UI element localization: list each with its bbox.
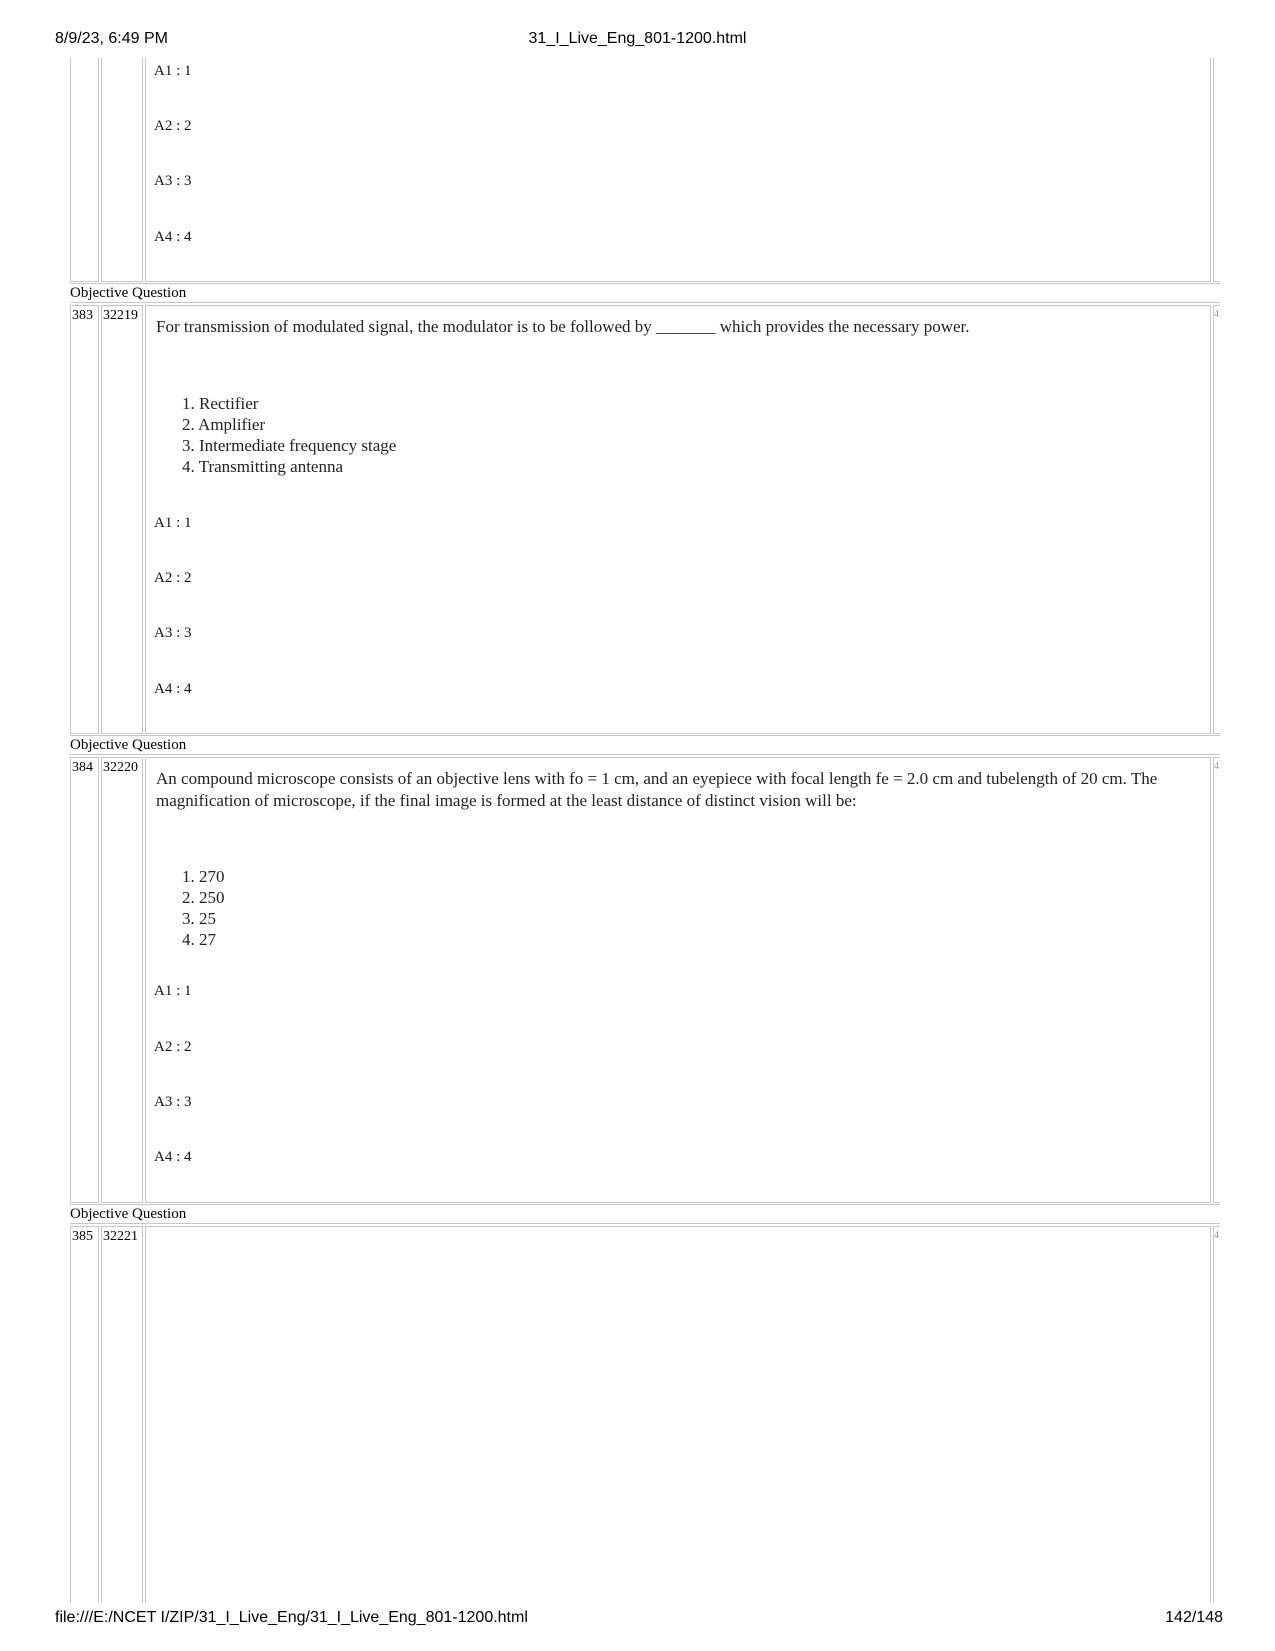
marks-cell: 4 [1213, 1226, 1220, 1603]
choice-item: 3. Intermediate frequency stage [182, 436, 397, 455]
print-header [0, 30, 1275, 52]
section-label: Objective Question [70, 735, 1220, 755]
print-title: 31_I_Live_Eng_801-1200.html [528, 30, 747, 47]
answer-option: A4 : 4 [154, 1149, 192, 1165]
answer-option: A1 : 1 [154, 515, 192, 531]
question-id: 32219 [101, 305, 143, 734]
choice-list [182, 866, 225, 950]
choice-item: 3. 25 [182, 909, 216, 928]
choice-item: 2. 250 [182, 888, 225, 907]
marks-cell [1213, 58, 1220, 282]
marks-cell: 4 [1213, 757, 1220, 1203]
question-content-cell [145, 305, 1211, 734]
question-block [70, 757, 1220, 1203]
question-number: 383 [70, 305, 99, 734]
answer-option: A4 : 4 [154, 681, 192, 697]
marks-cell: 4 [1213, 305, 1220, 734]
answer-option: A3 : 3 [154, 625, 192, 641]
question-block [70, 1226, 1220, 1603]
answer-option: A1 : 1 [154, 63, 192, 79]
question-number: 385 [70, 1226, 99, 1603]
choice-item: 4. 27 [182, 930, 216, 949]
print-page-number: 142/148 [1165, 1609, 1223, 1626]
question-id: 32220 [101, 757, 143, 1203]
print-footer [0, 1609, 1275, 1631]
print-file-path: file:///E:/NCET I/ZIP/31_I_Live_Eng/31_I_Live_Eng_801-1200.html [55, 1609, 528, 1626]
question-id: 32221 [101, 1226, 143, 1603]
answer-option: A2 : 2 [154, 1039, 192, 1055]
question-block [70, 305, 1220, 734]
question-text: An compound microscope consists of an objective lens with fo = 1 cm, and an eyepiece with focal length fe = 2.0 cm and tubelength of 20 cm. The magnification of microscope, if the final image is formed at the least distance of distinct vision will be: [156, 769, 1158, 810]
choice-item: 1. Rectifier [182, 394, 259, 413]
answer-option: A3 : 3 [154, 173, 192, 189]
print-datetime: 8/9/23, 6:49 PM [55, 30, 168, 47]
answer-option: A3 : 3 [154, 1094, 192, 1110]
answer-option: A4 : 4 [154, 229, 192, 245]
choice-item: 4. Transmitting antenna [182, 457, 344, 476]
question-number: 384 [70, 757, 99, 1203]
question-content-cell [145, 757, 1211, 1203]
question-text: For transmission of modulated signal, the modulator is to be followed by _______ which provides the necessary power. [156, 317, 970, 336]
choice-item: 2. Amplifier [182, 415, 266, 434]
question-block-continued [70, 58, 1220, 282]
question-id-cell [101, 58, 143, 282]
question-content-cell [145, 1226, 1211, 1603]
answer-option: A1 : 1 [154, 983, 192, 999]
question-sheet [70, 58, 1220, 1603]
choice-item: 1. 270 [182, 867, 225, 886]
answer-option: A2 : 2 [154, 118, 192, 134]
section-label: Objective Question [70, 1204, 1220, 1224]
choice-list [182, 393, 396, 477]
question-content-cell [145, 58, 1211, 282]
section-label: Objective Question [70, 283, 1220, 303]
answer-option: A2 : 2 [154, 570, 192, 586]
question-number-cell [70, 58, 99, 282]
